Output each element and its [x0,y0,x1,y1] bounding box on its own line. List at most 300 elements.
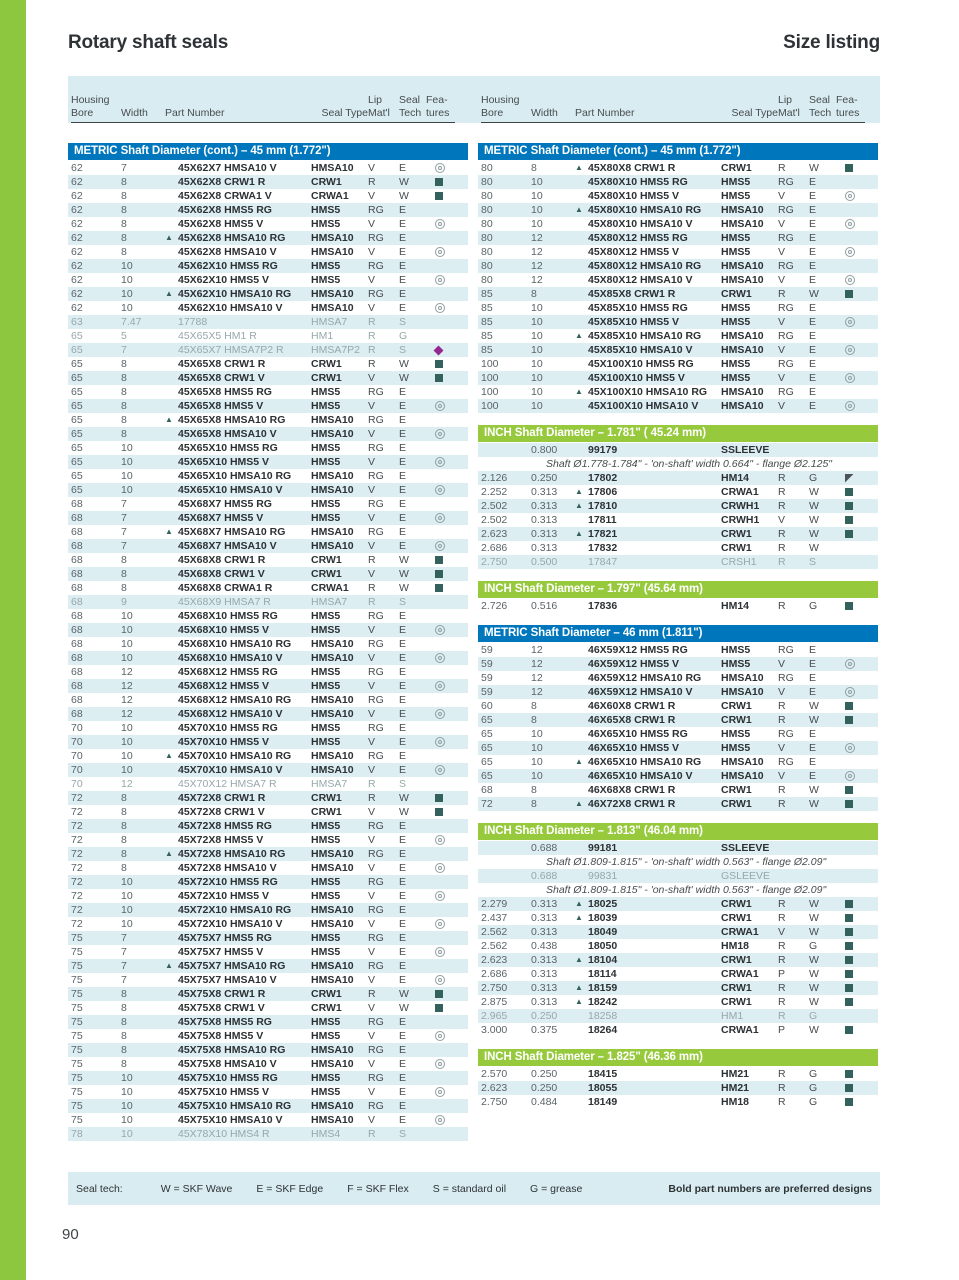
table-row [478,385,878,399]
preferred-triangle-icon: ▲ [165,233,173,242]
preferred-triangle-icon: ▲ [575,331,583,340]
feature-cell [426,990,456,998]
seal-tech-cell: E [399,246,407,258]
lip-material-cell: R [778,714,786,726]
table-row [68,1099,468,1113]
section-header-metric: METRIC Shaft Diameter (cont.) – 45 mm (1.772") [68,143,468,160]
seal-tech-cell: G [809,940,818,952]
seal-tech-cell: W [809,926,819,938]
width-cell: 10 [121,890,133,902]
section-header-metric: METRIC Shaft Diameter – 46 mm (1.811") [478,625,878,642]
seal-tech-cell: E [809,316,817,328]
table-row [68,623,468,637]
width-cell: 10 [531,204,543,216]
seal-tech-cell: E [809,176,817,188]
part-number-cell: 99181 [588,842,618,854]
flag-icon [845,474,854,483]
bore-cell: 65 [71,372,83,384]
seal-tech-cell: E [399,820,407,832]
seal-type-cell: HMS5 [311,666,341,678]
width-cell: 8 [121,190,127,202]
seal-type-cell: HMSA10 [311,428,354,440]
bore-cell: 70 [71,764,83,776]
part-number-cell: 45X80X12 HMSA10 V [588,274,693,286]
bore-cell: 62 [71,274,83,286]
width-cell: 0.313 [531,968,558,980]
table-row [68,875,468,889]
table-row [68,1085,468,1099]
seal-type-cell: HMSA10 [311,750,354,762]
bore-cell: 2.726 [481,600,508,612]
bore-cell: 62 [71,288,83,300]
bore-cell: 65 [481,770,493,782]
bore-cell: 2.623 [481,954,508,966]
preferred-triangle-icon: ▲ [575,983,583,992]
bore-cell: 72 [71,862,83,874]
table-row [478,527,878,541]
part-number-cell: 18242 [588,996,618,1008]
table-row [68,987,468,1001]
seal-type-cell: CRWH1 [721,514,760,526]
bore-cell: 2.750 [481,1096,508,1108]
page-edge-accent-bar [0,0,26,1280]
part-number-cell: 45X72X8 CRW1 R [178,792,266,804]
bore-cell: 80 [481,232,493,244]
seal-type-cell: HMSA10 [721,686,764,698]
seal-tech-cell: W [809,700,819,712]
part-number-cell: 45X65X8 CRW1 V [178,372,265,384]
target-rings-icon [435,513,445,523]
section-gap [478,413,878,425]
seal-tech-cell: W [809,982,819,994]
feature-cell [426,429,456,439]
table-row [68,931,468,945]
preferred-square-icon [435,374,443,382]
lip-material-cell: V [368,1114,376,1126]
part-number-cell: 45X65X7 HMSA7P2 R [178,344,284,356]
table-row [68,791,468,805]
table-row [68,609,468,623]
table-row [68,581,468,595]
seal-tech-cell: E [399,456,407,468]
bore-cell: 75 [71,1086,83,1098]
table-row [478,1009,878,1023]
lip-material-cell: RG [368,876,384,888]
seal-tech-cell: E [399,694,407,706]
lip-material-cell: V [368,512,376,524]
bore-cell: 100 [481,372,499,384]
table-row [478,1095,878,1109]
part-number-cell: 45X72X8 HMSA10 RG [178,848,286,860]
width-cell: 0.250 [531,1068,558,1080]
seal-type-cell: HMSA10 [311,540,354,552]
seal-tech-cell: E [809,358,817,370]
bore-cell: 68 [71,666,83,678]
table-row [68,749,468,763]
lip-material-cell: RG [368,666,384,678]
page-number: 90 [62,1226,79,1243]
width-cell: 8 [531,700,537,712]
table-row [478,203,878,217]
feature-cell [426,178,456,186]
width-cell: 10 [121,610,133,622]
preferred-square-icon [845,164,853,172]
bore-cell: 75 [71,1044,83,1056]
bore-cell: 85 [481,330,493,342]
seal-tech-cell: E [399,834,407,846]
feature-cell [426,625,456,635]
width-cell: 10 [121,1114,133,1126]
seal-type-cell: CRW1 [721,714,752,726]
preferred-square-icon [435,178,443,186]
col-header-width: Width [121,106,148,119]
table-row [68,595,468,609]
table-row [478,513,878,527]
feature-cell [836,956,866,964]
lip-material-cell: RG [778,232,794,244]
part-number-cell: 18050 [588,940,618,952]
table-row [478,713,878,727]
width-cell: 10 [531,358,543,370]
bore-cell: 3.000 [481,1024,508,1036]
seal-tech-cell: E [399,512,407,524]
preferred-triangle-icon: ▲ [575,529,583,538]
seal-type-cell: HMS5 [311,400,341,412]
width-cell: 0.313 [531,898,558,910]
lip-material-cell: RG [778,386,794,398]
seal-type-cell: HMS5 [721,358,751,370]
lip-material-cell: RG [368,232,384,244]
seal-tech-cell: E [399,848,407,860]
seal-tech-cell: W [809,288,819,300]
seal-type-cell: HMSA10 [311,288,354,300]
seal-tech-cell: W [399,372,409,384]
part-number-cell: 45X65X10 HMS5 RG [178,442,278,454]
seal-tech-cell: E [399,1114,407,1126]
feature-cell [836,998,866,1006]
preferred-square-icon [845,290,853,298]
preferred-square-icon [435,192,443,200]
seal-type-cell: HMS5 [311,386,341,398]
lip-material-cell: R [778,600,786,612]
target-rings-icon [845,373,855,383]
lip-material-cell: R [778,472,786,484]
seal-tech-cell: S [399,596,407,608]
bore-cell: 2.502 [481,514,508,526]
table-row [68,525,468,539]
preferred-square-icon [845,530,853,538]
target-rings-icon [435,303,445,313]
lip-material-cell: R [778,912,786,924]
width-cell: 7 [121,526,127,538]
lip-material-cell: V [368,162,376,174]
seal-type-cell: HM21 [721,1082,750,1094]
seal-type-cell: HMS5 [311,512,341,524]
table-row [68,245,468,259]
preferred-triangle-icon: ▲ [575,799,583,808]
bore-cell: 62 [71,302,83,314]
part-number-cell: 45X68X9 HMSA7 R [178,596,271,608]
bore-cell: 65 [71,386,83,398]
seal-type-cell: HMSA10 [311,974,354,986]
part-number-cell: 18264 [588,1024,618,1036]
bore-cell: 75 [71,1114,83,1126]
part-number-cell: 45X72X10 HMSA10 V [178,918,283,930]
bore-cell: 2.437 [481,912,508,924]
bore-cell: 62 [71,204,83,216]
table-row [68,217,468,231]
width-cell: 10 [121,302,133,314]
bore-cell: 2.686 [481,968,508,980]
seal-type-cell: CRW1 [721,912,752,924]
part-number-cell: 45X70X10 HMS5 RG [178,722,278,734]
seal-tech-cell: E [399,540,407,552]
part-number-cell: 46X65X10 HMS5 RG [588,728,688,740]
feature-cell [426,584,456,592]
seal-tech-cell: E [399,974,407,986]
width-cell: 12 [121,680,133,692]
seal-tech-cell: E [809,672,817,684]
seal-type-cell: CRWA1 [721,1024,759,1036]
feature-cell [836,602,866,610]
preferred-triangle-icon: ▲ [165,961,173,970]
lip-material-cell: R [368,554,376,566]
preferred-square-icon [845,914,853,922]
width-cell: 10 [531,176,543,188]
part-number-cell: 17811 [588,514,617,526]
seal-tech-cell: W [809,528,819,540]
table-row [68,651,468,665]
table-row [478,259,878,273]
page-section-title: Size listing [783,32,880,53]
lip-material-cell: RG [368,848,384,860]
part-number-cell: 45X62X8 HMS5 V [178,218,264,230]
lip-material-cell: RG [778,756,794,768]
seal-type-cell: CRW1 [721,954,752,966]
width-cell: 10 [121,1100,133,1112]
table-row [478,685,878,699]
target-rings-icon [435,247,445,257]
seal-tech-cell: W [399,1002,409,1014]
bore-cell: 72 [71,820,83,832]
table-header-row-1 [481,94,872,107]
lip-material-cell: RG [368,694,384,706]
seal-type-cell: HMSA10 [311,484,354,496]
feature-cell [426,919,456,929]
width-cell: 10 [531,386,543,398]
seal-tech-cell: E [399,400,407,412]
preferred-square-icon [435,570,443,578]
bore-cell: 75 [71,1058,83,1070]
col-header-part-number: Part Number [165,106,225,119]
part-number-cell: 18149 [588,1096,618,1108]
bore-cell: 70 [71,750,83,762]
width-cell: 12 [531,644,543,656]
seal-tech-cell: E [399,470,407,482]
seal-type-cell: HMSA10 [311,764,354,776]
seal-type-cell: HMSA7 [311,596,348,608]
bore-cell: 72 [71,834,83,846]
lip-material-cell: V [368,190,376,202]
preferred-triangle-icon: ▲ [165,289,173,298]
width-cell: 8 [531,798,537,810]
part-number-cell: 45X75X10 HMSA10 RG [178,1100,292,1112]
bore-cell: 68 [71,582,83,594]
part-number-cell: 45X75X10 HMSA10 V [178,1114,283,1126]
preferred-triangle-icon: ▲ [575,487,583,496]
bore-cell: 68 [71,540,83,552]
seal-tech-cell: E [399,946,407,958]
seal-type-cell: CRSH1 [721,556,757,568]
lip-material-cell: RG [368,470,384,482]
part-number-cell: 45X75X8 HMSA10 V [178,1058,277,1070]
bore-cell: 2.686 [481,542,508,554]
feature-cell [426,709,456,719]
seal-tech-cell: W [809,954,819,966]
seal-type-cell: HMSA10 [311,848,354,860]
seal-type-cell: HMS5 [721,372,751,384]
table-row [68,1043,468,1057]
seal-tech-cell: E [399,652,407,664]
seal-type-cell: HMS5 [311,736,341,748]
lip-material-cell: RG [368,904,384,916]
col-header-tech: Tech [399,106,422,119]
lip-material-cell: R [368,1128,376,1140]
section-gap [478,569,878,581]
width-cell: 7 [121,540,127,552]
width-cell: 8 [121,1058,127,1070]
table-row [68,889,468,903]
width-cell: 10 [121,456,133,468]
header-underline [71,122,455,123]
legend-item-edge: E = SKF Edge [256,1182,324,1195]
part-number-cell: 46X60X8 CRW1 R [588,700,676,712]
width-cell: 10 [531,400,543,412]
bore-cell: 85 [481,288,493,300]
table-row [68,315,468,329]
feature-cell [836,1026,866,1034]
table-row [478,175,878,189]
preferred-square-icon [845,928,853,936]
table-row [68,903,468,917]
table-row [68,1001,468,1015]
width-cell: 12 [121,666,133,678]
preferred-square-icon [435,794,443,802]
preferred-triangle-icon: ▲ [575,387,583,396]
section-header-inch: INCH Shaft Diameter – 1.813" (46.04 mm) [478,823,878,840]
seal-type-cell: HMS5 [311,260,341,272]
width-cell: 9 [121,596,127,608]
target-rings-icon [435,919,445,929]
seal-tech-cell: W [399,190,409,202]
table-row [478,727,878,741]
part-number-cell: 45X68X12 HMS5 RG [178,666,278,678]
seal-tech-cell: G [809,1082,818,1094]
lip-material-cell: R [778,556,786,568]
feature-cell [836,530,866,538]
bore-cell: 2.623 [481,1082,508,1094]
table-row [68,735,468,749]
seal-tech-cell: E [399,302,407,314]
lip-material-cell: RG [368,1016,384,1028]
seal-type-cell: HMSA10 [311,708,354,720]
table-row [478,231,878,245]
target-rings-icon [845,743,855,753]
bore-cell: 62 [71,260,83,272]
seal-type-cell: CRW1 [311,1002,342,1014]
bore-cell: 2.965 [481,1010,508,1022]
preferred-square-icon [845,970,853,978]
part-number-cell: 45X85X10 HMSA10 V [588,344,693,356]
seal-tech-cell: W [809,486,819,498]
table-row [68,497,468,511]
seal-tech-cell: W [809,784,819,796]
seal-tech-cell: E [399,386,407,398]
target-rings-icon [845,659,855,669]
seal-tech-cell: E [399,1086,407,1098]
seal-tech-cell: E [399,876,407,888]
lip-material-cell: RG [368,442,384,454]
part-number-cell: 99179 [588,444,618,456]
seal-tech-cell: E [809,644,817,656]
seal-type-cell: HM14 [721,472,750,484]
seal-type-cell: CRW1 [311,568,342,580]
table-row [68,945,468,959]
target-rings-icon [435,1059,445,1069]
feature-cell [426,163,456,173]
seal-type-cell: CRW1 [311,792,342,804]
feature-cell [836,317,866,327]
lip-material-cell: V [778,372,786,384]
seal-type-cell: HMS5 [721,658,751,670]
seal-type-cell: HMS5 [311,834,341,846]
width-cell: 0.800 [531,444,558,456]
seal-tech-cell: W [809,542,819,554]
table-row [68,763,468,777]
bore-cell: 85 [481,344,493,356]
preferred-square-icon [845,956,853,964]
width-cell: 10 [121,904,133,916]
seal-tech-cell: E [809,204,817,216]
table-row [68,273,468,287]
bore-cell: 59 [481,658,493,670]
lip-material-cell: R [778,898,786,910]
table-row [478,245,878,259]
width-cell: 12 [531,246,543,258]
feature-cell [836,373,866,383]
table-row [68,161,468,175]
width-cell: 8 [121,582,127,594]
table-header-row-2 [71,107,462,120]
target-rings-icon [845,771,855,781]
table-row [68,259,468,273]
width-cell: 8 [121,372,127,384]
part-number-cell: 45X65X8 HMS5 V [178,400,264,412]
col-header-fea: Fea- [426,94,448,106]
feature-cell [426,947,456,957]
width-cell: 12 [531,658,543,670]
part-number-cell: 18039 [588,912,618,924]
table-row [68,469,468,483]
section-header-inch: INCH Shaft Diameter – 1.781" ( 45.24 mm) [478,425,878,442]
width-cell: 7 [121,498,127,510]
part-number-cell: 18258 [588,1010,618,1022]
table-row [68,861,468,875]
preferred-square-icon [845,516,853,524]
target-rings-icon [435,863,445,873]
target-rings-icon [845,219,855,229]
feature-cell [836,488,866,496]
